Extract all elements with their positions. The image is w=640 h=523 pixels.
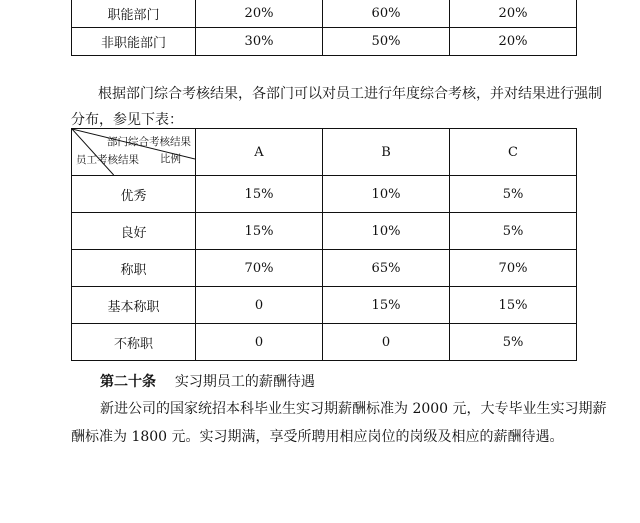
table-row	[72, 0, 577, 28]
table-cell: 15%	[196, 176, 323, 213]
distribution-table	[71, 128, 577, 361]
intro-text-line2: 分布，参见下表：	[71, 112, 183, 128]
article-title: 实习期员工的薪酬待遇	[174, 374, 315, 390]
table-row	[72, 28, 577, 56]
article-para-line1: 新进公司的国家统招本科毕业生实习期薪酬标准为 2000 元，大专毕业生实习期薪	[100, 401, 607, 417]
table-cell: 0	[196, 324, 323, 361]
row-label: 基本称职	[72, 287, 196, 324]
table-cell: 5%	[450, 324, 577, 361]
row-label: 不称职	[72, 324, 196, 361]
row-label: 良好	[72, 213, 196, 250]
table-cell: 20%	[450, 0, 577, 28]
table-cell: 15%	[323, 287, 450, 324]
article-para-line2: 酬标准为 1800 元。实习期满，享受所聘用相应岗位的岗级及相应的薪酬待遇。	[71, 429, 564, 445]
row-label: 优秀	[72, 176, 196, 213]
column-header: A	[196, 129, 323, 176]
table-cell: 10%	[323, 176, 450, 213]
table-cell: 5%	[450, 213, 577, 250]
table-cell: 65%	[323, 250, 450, 287]
table-header-row	[72, 129, 577, 176]
row-label: 称职	[72, 250, 196, 287]
corner-right-label: 比例	[160, 153, 181, 165]
table-cell: 0	[323, 324, 450, 361]
department-ratio-table	[71, 0, 577, 56]
table-cell: 30%	[196, 28, 323, 56]
diagonal-header-cell	[72, 129, 196, 176]
table-cell: 60%	[323, 0, 450, 28]
row-label: 职能部门	[72, 0, 196, 28]
table-cell: 50%	[323, 28, 450, 56]
article-number: 第二十条	[100, 374, 156, 390]
table-cell: 10%	[323, 213, 450, 250]
column-header: B	[323, 129, 450, 176]
table-cell: 15%	[450, 287, 577, 324]
table-cell: 70%	[196, 250, 323, 287]
corner-left-label: 员工考核结果	[76, 154, 139, 166]
intro-text-line1: 根据部门综合考核结果，各部门可以对员工进行年度综合考核，并对结果进行强制	[98, 86, 602, 102]
table-cell: 20%	[196, 0, 323, 28]
column-header: C	[450, 129, 577, 176]
table-row	[72, 213, 577, 250]
table-cell: 15%	[196, 213, 323, 250]
table-row	[72, 324, 577, 361]
table-row	[72, 176, 577, 213]
row-label: 非职能部门	[72, 28, 196, 56]
article-heading	[100, 371, 315, 391]
table-cell: 5%	[450, 176, 577, 213]
table-row	[72, 287, 577, 324]
table-cell: 70%	[450, 250, 577, 287]
corner-top-label: 部门综合考核结果	[107, 136, 191, 148]
table-row	[72, 250, 577, 287]
table-cell: 20%	[450, 28, 577, 56]
table-cell: 0	[196, 287, 323, 324]
